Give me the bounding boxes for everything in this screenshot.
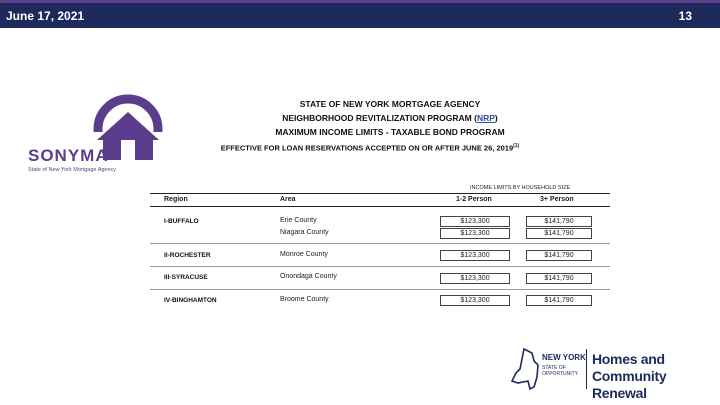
row-area: Broome County	[280, 296, 329, 303]
table-caption: INCOME LIMITS BY HOUSEHOLD SIZE	[470, 185, 571, 191]
row-area: Erie County	[280, 217, 317, 224]
cell-p12: $123,300	[440, 273, 510, 284]
row-region: I-BUFFALO	[164, 218, 199, 225]
cell-p12: $123,300	[440, 216, 510, 227]
heading-line-2: NEIGHBORHOOD REVITALIZATION PROGRAM (NRP)	[282, 113, 498, 123]
logo-separator	[586, 349, 587, 389]
table-header-row	[150, 193, 610, 207]
slide-date: June 17, 2021	[6, 9, 85, 23]
ny-state-map-icon	[510, 347, 540, 391]
logo-wordmark: SONYMA	[28, 146, 109, 165]
heading-line-3: MAXIMUM INCOME LIMITS - TAXABLE BOND PROGRAM	[275, 127, 505, 137]
cell-p3: $141,790	[526, 228, 592, 239]
logo-tagline: State of New York Mortgage Agency	[28, 167, 117, 173]
sonyma-logo	[28, 94, 178, 184]
heading-line-4: EFFECTIVE FOR LOAN RESERVATIONS ACCEPTED ON OR AFTER JUNE 26, 2019$^{(1)}$	[220, 143, 520, 153]
row-region: II-ROCHESTER	[164, 252, 211, 259]
heading-line-1: STATE OF NEW YORK MORTGAGE AGENCY	[299, 99, 481, 109]
hcr-wordmark: Homes and Community Renewal	[592, 351, 667, 401]
row-divider	[150, 243, 610, 244]
row-area: Niagara County	[280, 229, 329, 236]
nys-hcr-logo	[510, 345, 710, 401]
col-p3: 3+ Person	[540, 196, 574, 203]
row-divider	[150, 289, 610, 290]
cell-p12: $123,300	[440, 295, 510, 306]
col-area: Area	[280, 196, 296, 203]
row-divider	[150, 266, 610, 267]
slide-page-number: 13	[678, 9, 692, 23]
row-area: Onondaga County	[280, 273, 337, 280]
row-region: IV-BINGHAMTON	[164, 297, 217, 304]
col-region: Region	[164, 196, 188, 203]
row-area: Monroe County	[280, 251, 328, 258]
cell-p12: $123,300	[440, 250, 510, 261]
ny-wordmark: NEW YORK	[542, 353, 586, 362]
ny-tagline: STATE OF OPPORTUNITY.	[542, 365, 579, 377]
cell-p3: $141,790	[526, 216, 592, 227]
top-bar	[0, 0, 720, 28]
nrp-link[interactable]: NRP	[476, 113, 495, 123]
footnote-mark: (1)	[513, 143, 520, 149]
row-region: III-SYRACUSE	[164, 274, 208, 281]
income-limits-table	[150, 185, 610, 315]
cell-p3: $141,790	[526, 273, 592, 284]
cell-p3: $141,790	[526, 295, 592, 306]
document-heading	[200, 97, 580, 156]
cell-p12: $123,300	[440, 228, 510, 239]
cell-p3: $141,790	[526, 250, 592, 261]
col-p12: 1-2 Person	[456, 196, 492, 203]
